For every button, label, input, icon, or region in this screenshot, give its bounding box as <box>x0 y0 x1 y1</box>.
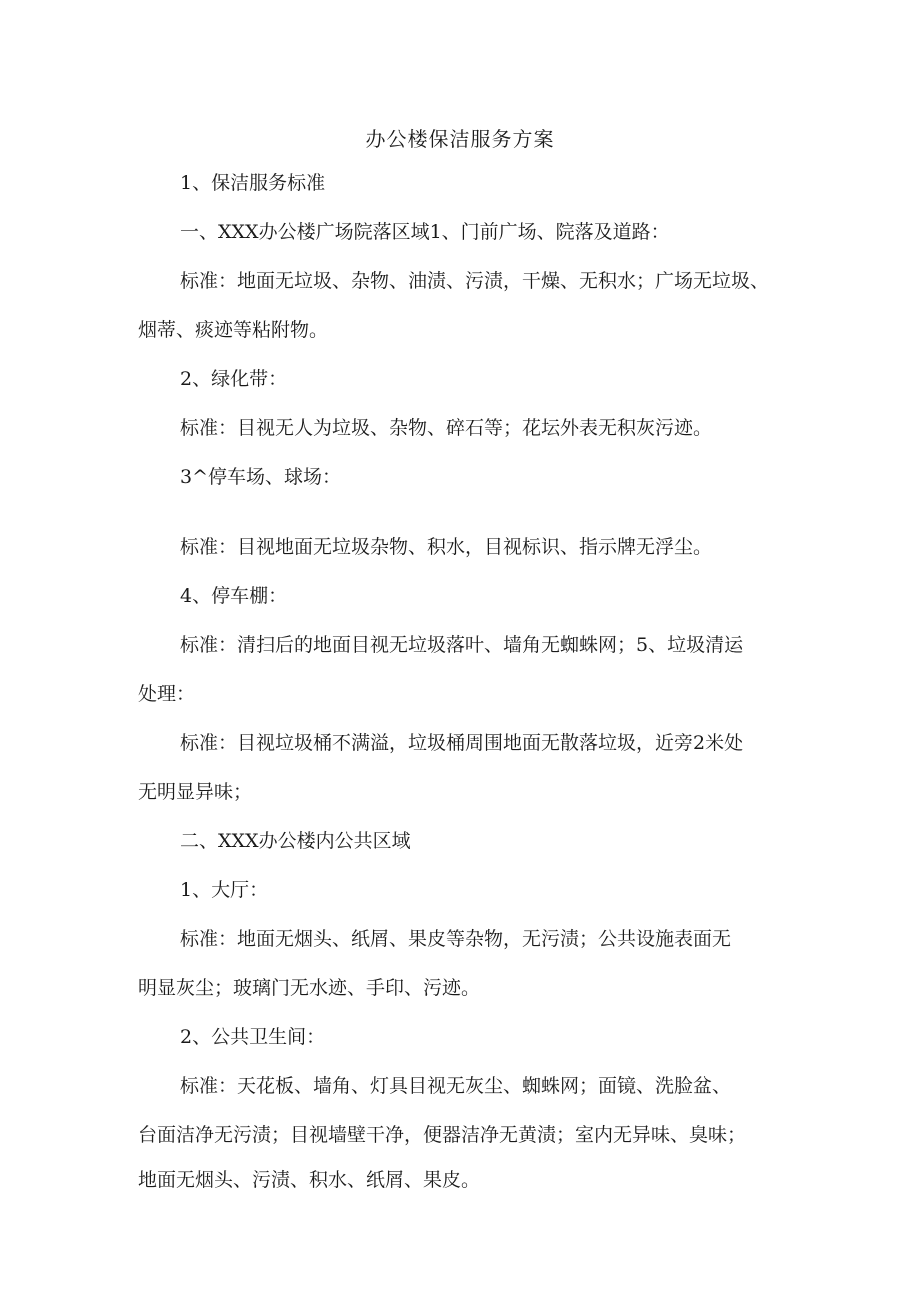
standard-text-continued: 台面洁净无污渍；目视墙壁干净，便器洁净无黄渍；室内无异味、臭味； <box>138 1124 747 1146</box>
standard-text: 标准：目视垃圾桶不满溢，垃圾桶周围地面无散落垃圾，近旁2米处 <box>180 732 744 754</box>
standard-text: 标准：天花板、墙角、灯具目视无灰尘、蜘蛛网；面镜、洗脸盆、 <box>180 1075 732 1097</box>
standard-text: 标准：目视地面无垃圾杂物、积水，目视标识、指示牌无浮尘。 <box>180 536 713 558</box>
standard-text-continued: 烟蒂、痰迹等粘附物。 <box>138 319 329 341</box>
item-heading: 4、停车棚： <box>180 585 288 607</box>
standard-text-continued: 明显灰尘；玻璃门无水迹、手印、污迹。 <box>138 977 481 999</box>
item-heading: 1、大厅： <box>180 879 269 901</box>
standard-text-continued: 地面无烟头、污渍、积水、纸屑、果皮。 <box>138 1169 481 1191</box>
standard-text: 标准：地面无烟头、纸屑、果皮等杂物，无污渍；公共设施表面无 <box>180 928 732 950</box>
standard-text: 标准：地面无垃圾、杂物、油渍、污渍，干燥、无积水；广场无垃圾、 <box>180 270 770 292</box>
standard-text: 标准：清扫后的地面目视无垃圾落叶、墙角无蜘蛛网；5、垃圾清运 <box>180 634 744 656</box>
area-heading: 二、XXX办公楼内公共区域 <box>180 830 411 852</box>
document-title: 办公楼保洁服务方案 <box>365 127 555 151</box>
standard-text-continued: 无明显异味； <box>138 781 253 803</box>
item-heading: 2、公共卫生间： <box>180 1026 326 1048</box>
standard-text-continued: 处理： <box>138 683 196 705</box>
standard-text: 标准：目视无人为垃圾、杂物、碎石等；花坛外表无积灰污迹。 <box>180 417 713 439</box>
item-heading: 3^停车场、球场： <box>180 466 342 488</box>
item-heading: 2、绿化带： <box>180 368 288 390</box>
section-heading: 1、保洁服务标准 <box>180 172 326 194</box>
area-heading: 一、XXX办公楼广场院落区域1、门前广场、院落及道路： <box>180 221 670 243</box>
